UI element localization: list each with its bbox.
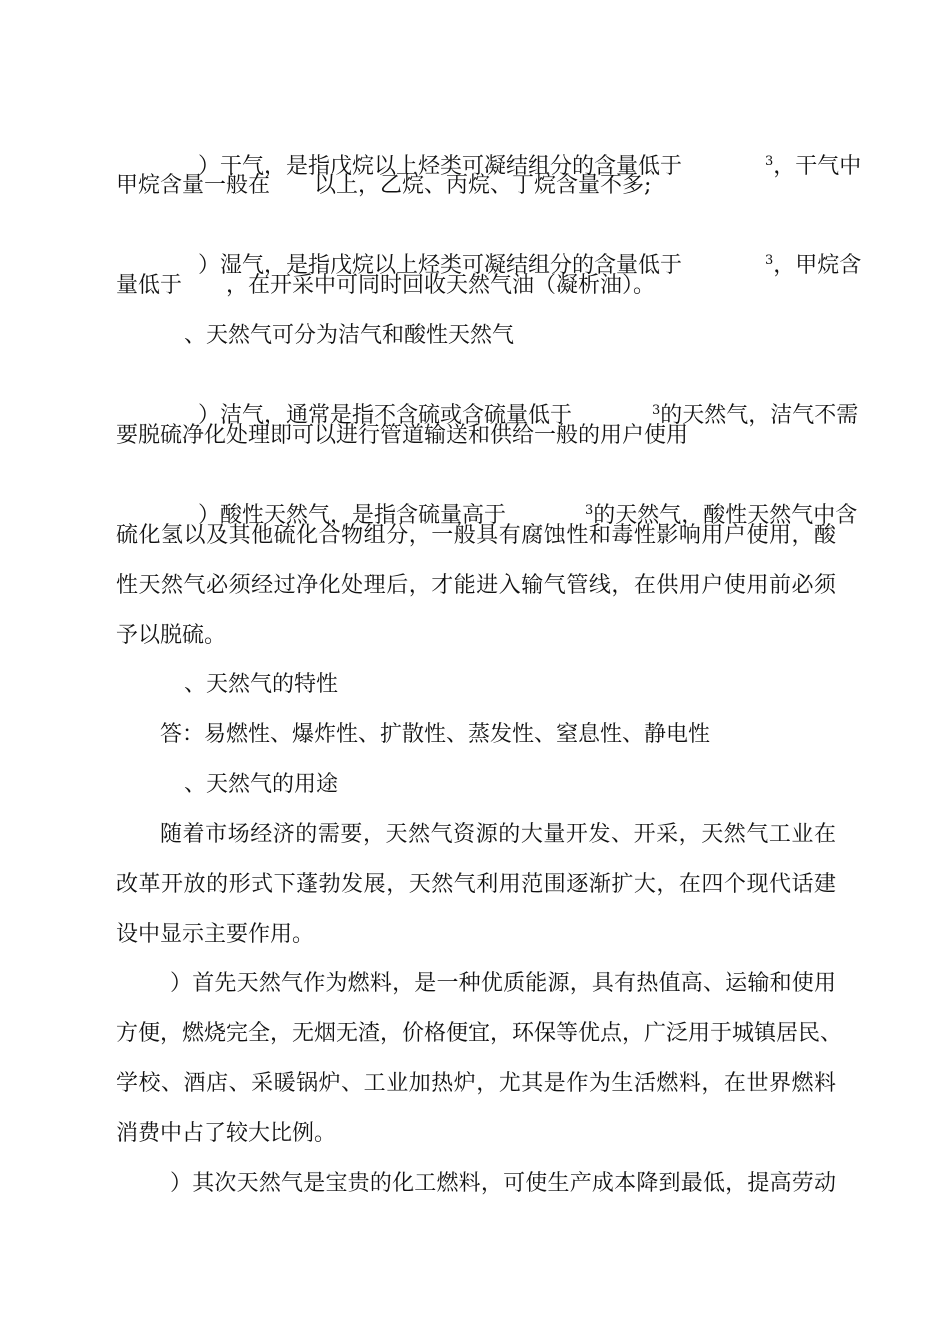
p1-line1 <box>170 122 682 179</box>
p2-line2: 量低于 ，在开采中可同时回收天然气油（凝析油）。 <box>116 273 656 298</box>
p2-superscript: 3 <box>764 253 774 268</box>
p1-line2: 甲烷含量一般在 以上，乙烷、丙烷、丁烷含量不多; <box>116 173 652 198</box>
p4-line1-tail <box>557 471 858 528</box>
p5-line2: 改革开放的形式下蓬勃发展，天然气利用范围逐渐扩大，在四个现代话建 <box>116 872 836 897</box>
section-heading-2: 、天然气的特性 <box>184 672 339 697</box>
p4-line1-text-a: ）酸性天然气，是指含硫量高于 <box>197 503 506 528</box>
p1-line1-tail <box>737 122 862 179</box>
p2-line1-tail <box>737 221 862 278</box>
p3-line1-text-a: ）洁气，通常是指不含硫或含硫量低于 <box>197 403 572 428</box>
p2-line1 <box>170 221 682 278</box>
p4-line4: 予以脱硫。 <box>116 623 227 648</box>
p4-line3: 性天然气必须经过净化处理后，才能进入输气管线，在供用户使用前必须 <box>116 573 836 598</box>
section-heading-1: 、天然气可分为洁气和酸性天然气 <box>184 323 515 348</box>
p4-superscript: 3 <box>584 503 594 518</box>
p6-line4: 消费中占了较大比例。 <box>116 1121 337 1146</box>
p2-line1-text-a: ）湿气，是指戊烷以上烃类可凝结组分的含量低于 <box>197 253 682 278</box>
p6-line1: ）首先天然气作为燃料，是一种优质能源，具有热值高、运输和使用 <box>170 971 836 996</box>
section-heading-3: 、天然气的用途 <box>184 772 339 797</box>
p3-line2: 要脱硫净化处理即可以进行管道输送和供给一般的用户使用 <box>116 423 689 448</box>
p2-line1-text-b: ，甲烷含 <box>773 253 862 278</box>
p5-line3: 设中显示主要作用。 <box>116 922 315 947</box>
p5-line1: 随着市场经济的需要，天然气资源的大量开发、开采，天然气工业在 <box>160 822 836 847</box>
p1-line1-text-b: ，干气中 <box>773 154 862 179</box>
p4-line1 <box>170 471 506 528</box>
p4-line2: 硫化氢以及其他硫化合物组分，一般具有腐蚀性和毒性影响用户使用，酸 <box>116 523 836 548</box>
p6-line3: 学校、酒店、采暖锅炉、工业加热炉，尤其是作为生活燃料，在世界燃料 <box>116 1071 836 1096</box>
p3-line1-tail <box>624 371 859 428</box>
p3-superscript: 3 <box>651 403 661 418</box>
p1-superscript: 3 <box>764 154 774 169</box>
p4-line1-text-b: 的天然气，酸性天然气中含 <box>593 503 858 528</box>
p3-line1 <box>170 371 572 428</box>
p1-line1-text-a: ）干气，是指戊烷以上烃类可凝结组分的含量低于 <box>197 154 682 179</box>
p3-line1-text-b: 的天然气，洁气不需 <box>660 403 859 428</box>
p6-line2: 方便，燃烧完全，无烟无渣，价格便宜，环保等优点，广泛用于城镇居民、 <box>116 1021 843 1046</box>
p7-line1: ）其次天然气是宝贵的化工燃料，可使生产成本降到最低，提高劳动 <box>170 1171 836 1196</box>
answer-line: 答：易燃性、爆炸性、扩散性、蒸发性、窒息性、静电性 <box>160 722 711 747</box>
